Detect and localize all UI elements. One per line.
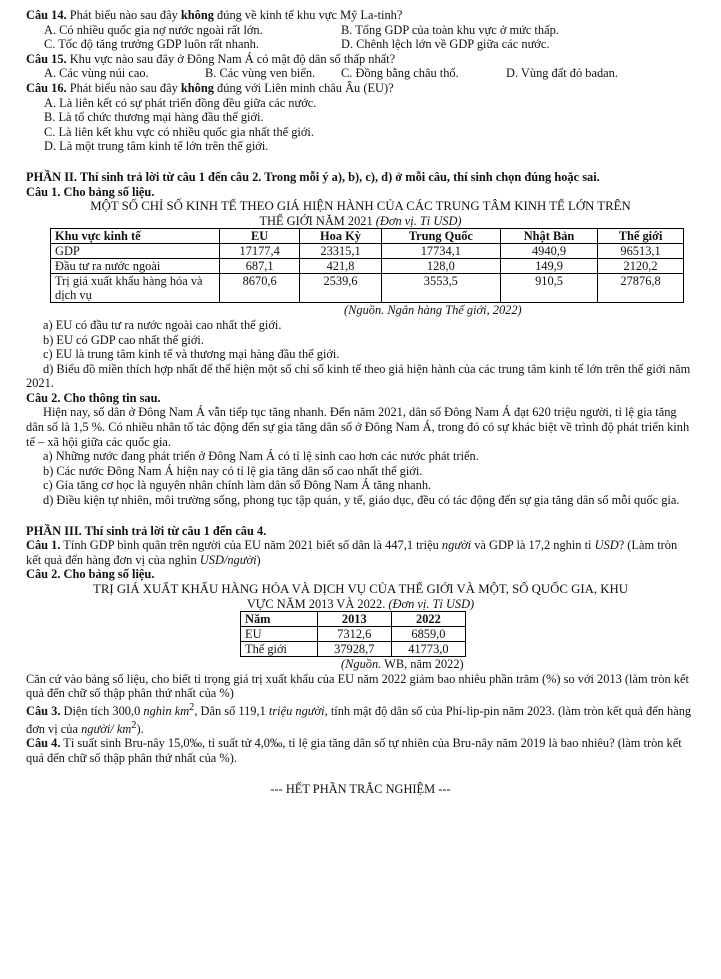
option-c: C. Tốc độ tăng trưởng GDP luôn rất nhanh. xyxy=(44,37,259,52)
part3-question-1 xyxy=(26,538,695,567)
source-text: WB, năm 2022) xyxy=(381,657,464,672)
option-b: B. Tổng GDP của toàn khu vực ở mức thấp. xyxy=(341,22,559,37)
option-c: C. Đồng bằng châu thổ. xyxy=(341,66,459,81)
question-number: Câu 1. xyxy=(26,538,61,553)
table-cell: 37928,7 xyxy=(317,642,391,657)
table-cell: 96513,1 xyxy=(598,244,684,259)
question-number: Câu 16. xyxy=(26,80,67,95)
option-d: D. Chênh lệch lớn về GDP giữa các nước. xyxy=(341,37,550,52)
table-source xyxy=(26,657,695,672)
section-heading: PHẦN II. Thí sinh trả lời từ câu 1 đến câu 2. Trong mỗi ý a), b), c), d) ở mỗi câu, thí sinh chọn đúng hoặc sai. xyxy=(26,169,600,184)
question-number: Câu 4. xyxy=(26,736,61,751)
table-title-line2 xyxy=(26,214,695,229)
statement-d: d) Biểu đồ miền thích hợp nhất để thể hiện một số chỉ số kinh tế theo giá hiện hành của các trung tâm kinh tế lớn trên thế giới năm 2021. xyxy=(26,361,691,391)
options-row xyxy=(26,37,695,52)
table-header-cell: Khu vực kinh tế xyxy=(51,229,220,244)
question-text: Tỉ suất sinh Bru-nây 15,0‰, tỉ suất tử 4,0‰, tỉ lệ gia tăng dân số tự nhiên của Bru-nây năm 2019 là bao nhiêu? (làm tròn kết quả đến chữ số thập phân thứ nhất của %). xyxy=(26,736,682,765)
source-label: (Nguồn. xyxy=(341,657,382,672)
table-unit: (Đơn vị. Tỉ USD) xyxy=(375,213,462,228)
table-header-cell: 2022 xyxy=(391,612,465,627)
table-cell: EU xyxy=(241,627,318,642)
question-16 xyxy=(26,81,695,96)
export-value-table xyxy=(240,611,466,657)
options-row xyxy=(26,66,695,81)
question-text: Khu vực nào sau đây ở Đông Nam Á có mật độ dân số thấp nhất? xyxy=(66,51,396,66)
question-title: Câu 1. Cho bảng số liệu. xyxy=(26,184,155,199)
question-text: đúng với Liên minh châu Âu (EU)? xyxy=(213,80,394,95)
question-text: USD/người xyxy=(199,552,257,567)
statement-a: a) EU có đầu tư ra nước ngoài cao nhất thế giới. xyxy=(43,317,282,332)
question-text: đúng về kinh tế khu vực Mỹ La-tinh? xyxy=(213,8,403,22)
table-title-text: THẾ GIỚI NĂM 2021 xyxy=(259,213,376,228)
question-text: , Dân số 119,1 xyxy=(194,704,269,719)
option-d: D. Vùng đất đỏ badan. xyxy=(506,66,618,81)
question-number: Câu 15. xyxy=(26,51,67,66)
table-cell: 23315,1 xyxy=(300,244,381,259)
question-text: Phát biểu nào sau đây xyxy=(66,80,181,95)
table-row xyxy=(241,642,466,657)
question-number: Câu 14. xyxy=(26,8,67,22)
table-cell: 2539,6 xyxy=(300,274,381,303)
table-header-cell: Trung Quốc xyxy=(381,229,500,244)
table-header-cell: Nhật Bản xyxy=(500,229,597,244)
question-text: ) xyxy=(256,552,261,567)
superscript: 2 xyxy=(131,719,137,731)
table-cell: 8670,6 xyxy=(220,274,300,303)
option-d: D. Là một trung tâm kinh tế lớn trên thế giới. xyxy=(44,139,269,154)
option-b: B. Là tổ chức thương mại hàng đầu thế giới. xyxy=(44,110,264,125)
statement-d: d) Điều kiện tự nhiên, môi trường sống, phong tục tập quán, y tế, giáo dục, đều có tác động đến sự gia tăng dân số mỗi quốc gia. xyxy=(43,493,680,508)
emphasis: không xyxy=(180,80,214,95)
table-title-line2 xyxy=(26,597,695,612)
section-heading: PHẦN III. Thí sinh trả lời từ câu 1 đến câu 4. xyxy=(26,523,267,538)
table-row xyxy=(51,244,684,259)
table-cell: 2120,2 xyxy=(598,259,684,274)
table-cell: 7312,6 xyxy=(317,627,391,642)
question-text: tính mật độ dân số của Phi-lip-pin năm 2023. (làm tròn kết quả đến hàng đơn vị của xyxy=(26,704,692,736)
table-cell: Đầu tư ra nước ngoài xyxy=(51,259,220,274)
part3-question-3 xyxy=(26,701,695,736)
table-row xyxy=(51,274,684,303)
question-text: triệu người, xyxy=(268,704,328,719)
table-title-text: VỰC NĂM 2013 VÀ 2022. xyxy=(246,596,389,611)
table-row xyxy=(51,259,684,274)
question-passage: Căn cứ vào bảng số liệu, cho biết tỉ trọng giá trị xuất khẩu của EU năm 2022 giảm bao nhiêu phần trăm (%) so với 2013 (làm tròn kết quả đến chữ số thập phân thứ nhất của %) xyxy=(26,671,689,701)
superscript: 2 xyxy=(189,701,195,713)
question-number: Câu 3. xyxy=(26,704,61,719)
statement-c: c) Gia tăng cơ học là nguyên nhân chính làm dân số Đông Nam Á tăng nhanh. xyxy=(43,478,432,493)
statement-c: c) EU là trung tâm kinh tế và thương mại hàng đầu thế giới. xyxy=(43,347,340,362)
emphasis: không xyxy=(180,8,214,22)
table-cell: 4940,9 xyxy=(500,244,597,259)
part3-question-4 xyxy=(26,736,695,765)
statement-b: b) EU có GDP cao nhất thế giới. xyxy=(43,332,204,347)
question-title: Câu 2. Cho bảng số liệu. xyxy=(26,567,155,582)
statement-b: b) Các nước Đông Nam Á hiện nay có tỉ lệ gia tăng dân số cao nhất thế giới. xyxy=(43,463,423,478)
table-header-cell: Thế giới xyxy=(598,229,684,244)
options-row xyxy=(26,23,695,38)
table-cell: 421,8 xyxy=(300,259,381,274)
table-header-cell: Hoa Kỳ xyxy=(300,229,381,244)
table-title: TRỊ GIÁ XUẤT KHẨU HÀNG HÓA VÀ DỊCH VỤ CỦA THẾ GIỚI VÀ MỘT, SỐ QUỐC GIA, KHU xyxy=(93,582,628,596)
table-header-cell: EU xyxy=(220,229,300,244)
option-a: A. Các vùng núi cao. xyxy=(44,66,149,81)
table-cell: Thế giới xyxy=(241,642,318,657)
question-text: USD xyxy=(594,538,619,553)
table-source: (Nguồn. Ngân hàng Thế giới, 2022) xyxy=(344,303,522,318)
option-a: A. Có nhiều quốc gia nợ nước ngoài rất lớn. xyxy=(44,22,263,37)
table-cell: 27876,8 xyxy=(598,274,684,303)
end-marker: --- HẾT PHẦN TRẮC NGHIỆM --- xyxy=(270,781,451,796)
table-unit: (Đơn vị. Tỉ USD) xyxy=(388,596,475,611)
table-cell: 3553,5 xyxy=(381,274,500,303)
table-cell: Trị giá xuất khẩu hàng hóa và dịch vụ xyxy=(51,274,220,303)
table-row xyxy=(241,627,466,642)
question-text: người xyxy=(441,538,472,553)
table-cell: 41773,0 xyxy=(391,642,465,657)
table-cell: 128,0 xyxy=(381,259,500,274)
table-header-row xyxy=(241,612,466,627)
statement-a: a) Những nước đang phát triển ở Đông Nam Á có tỉ lệ sinh cao hơn các nước phát triển. xyxy=(43,449,479,464)
question-text: ? (Làm tròn kết quả đến hàng đơn vị của nghìn xyxy=(26,538,678,567)
table-cell: 17177,4 xyxy=(220,244,300,259)
table-cell: 687,1 xyxy=(220,259,300,274)
table-cell: 17734,1 xyxy=(381,244,500,259)
question-text: Tính GDP bình quân trên người của EU năm 2021 biết số dân là 447,1 triệu xyxy=(60,538,442,553)
table-header-cell: 2013 xyxy=(317,612,391,627)
option-b: B. Các vùng ven biển. xyxy=(205,66,316,81)
table-title: MỘT SỐ CHỈ SỐ KINH TẾ THEO GIÁ HIỆN HÀNH CỦA CÁC TRUNG TÂM KINH TẾ LỚN TRÊN xyxy=(90,199,631,214)
question-text: nghìn km xyxy=(143,704,190,719)
question-text: và GDP là 17,2 nghìn tỉ xyxy=(471,538,595,553)
question-text: người/ km xyxy=(81,721,132,736)
question-text: Phát biểu nào sau đây xyxy=(66,8,181,22)
question-14 xyxy=(26,8,695,23)
table-header-row xyxy=(51,229,684,244)
question-text: Diện tích 300,0 xyxy=(60,704,144,719)
question-passage: Hiện nay, số dân ở Đông Nam Á vẫn tiếp tục tăng nhanh. Đến năm 2021, dân số Đông Nam Á đạt 620 triệu người, tỉ lệ gia tăng dân số là 1,5 %. Có nhiều nhân tố tác động đến sự gia tăng dân số ở Đông Nam Á, trong đó có sự khác biệt về trình độ phát triển kinh tế – xã hội giữa các quốc gia. xyxy=(26,405,690,449)
table-header-cell: Năm xyxy=(241,612,318,627)
table-cell: 6859,0 xyxy=(391,627,465,642)
option-c: C. Là liên kết khu vực có nhiều quốc gia nhất thế giới. xyxy=(44,124,314,139)
table-cell: 149,9 xyxy=(500,259,597,274)
table-cell: GDP xyxy=(51,244,220,259)
question-15 xyxy=(26,52,695,67)
economic-indicators-table xyxy=(50,228,684,303)
question-text: ). xyxy=(136,721,144,736)
question-title: Câu 2. Cho thông tin sau. xyxy=(26,390,161,405)
table-cell: 910,5 xyxy=(500,274,597,303)
option-a: A. Là liên kết có sự phát triển đồng đều giữa các nước. xyxy=(44,95,317,110)
